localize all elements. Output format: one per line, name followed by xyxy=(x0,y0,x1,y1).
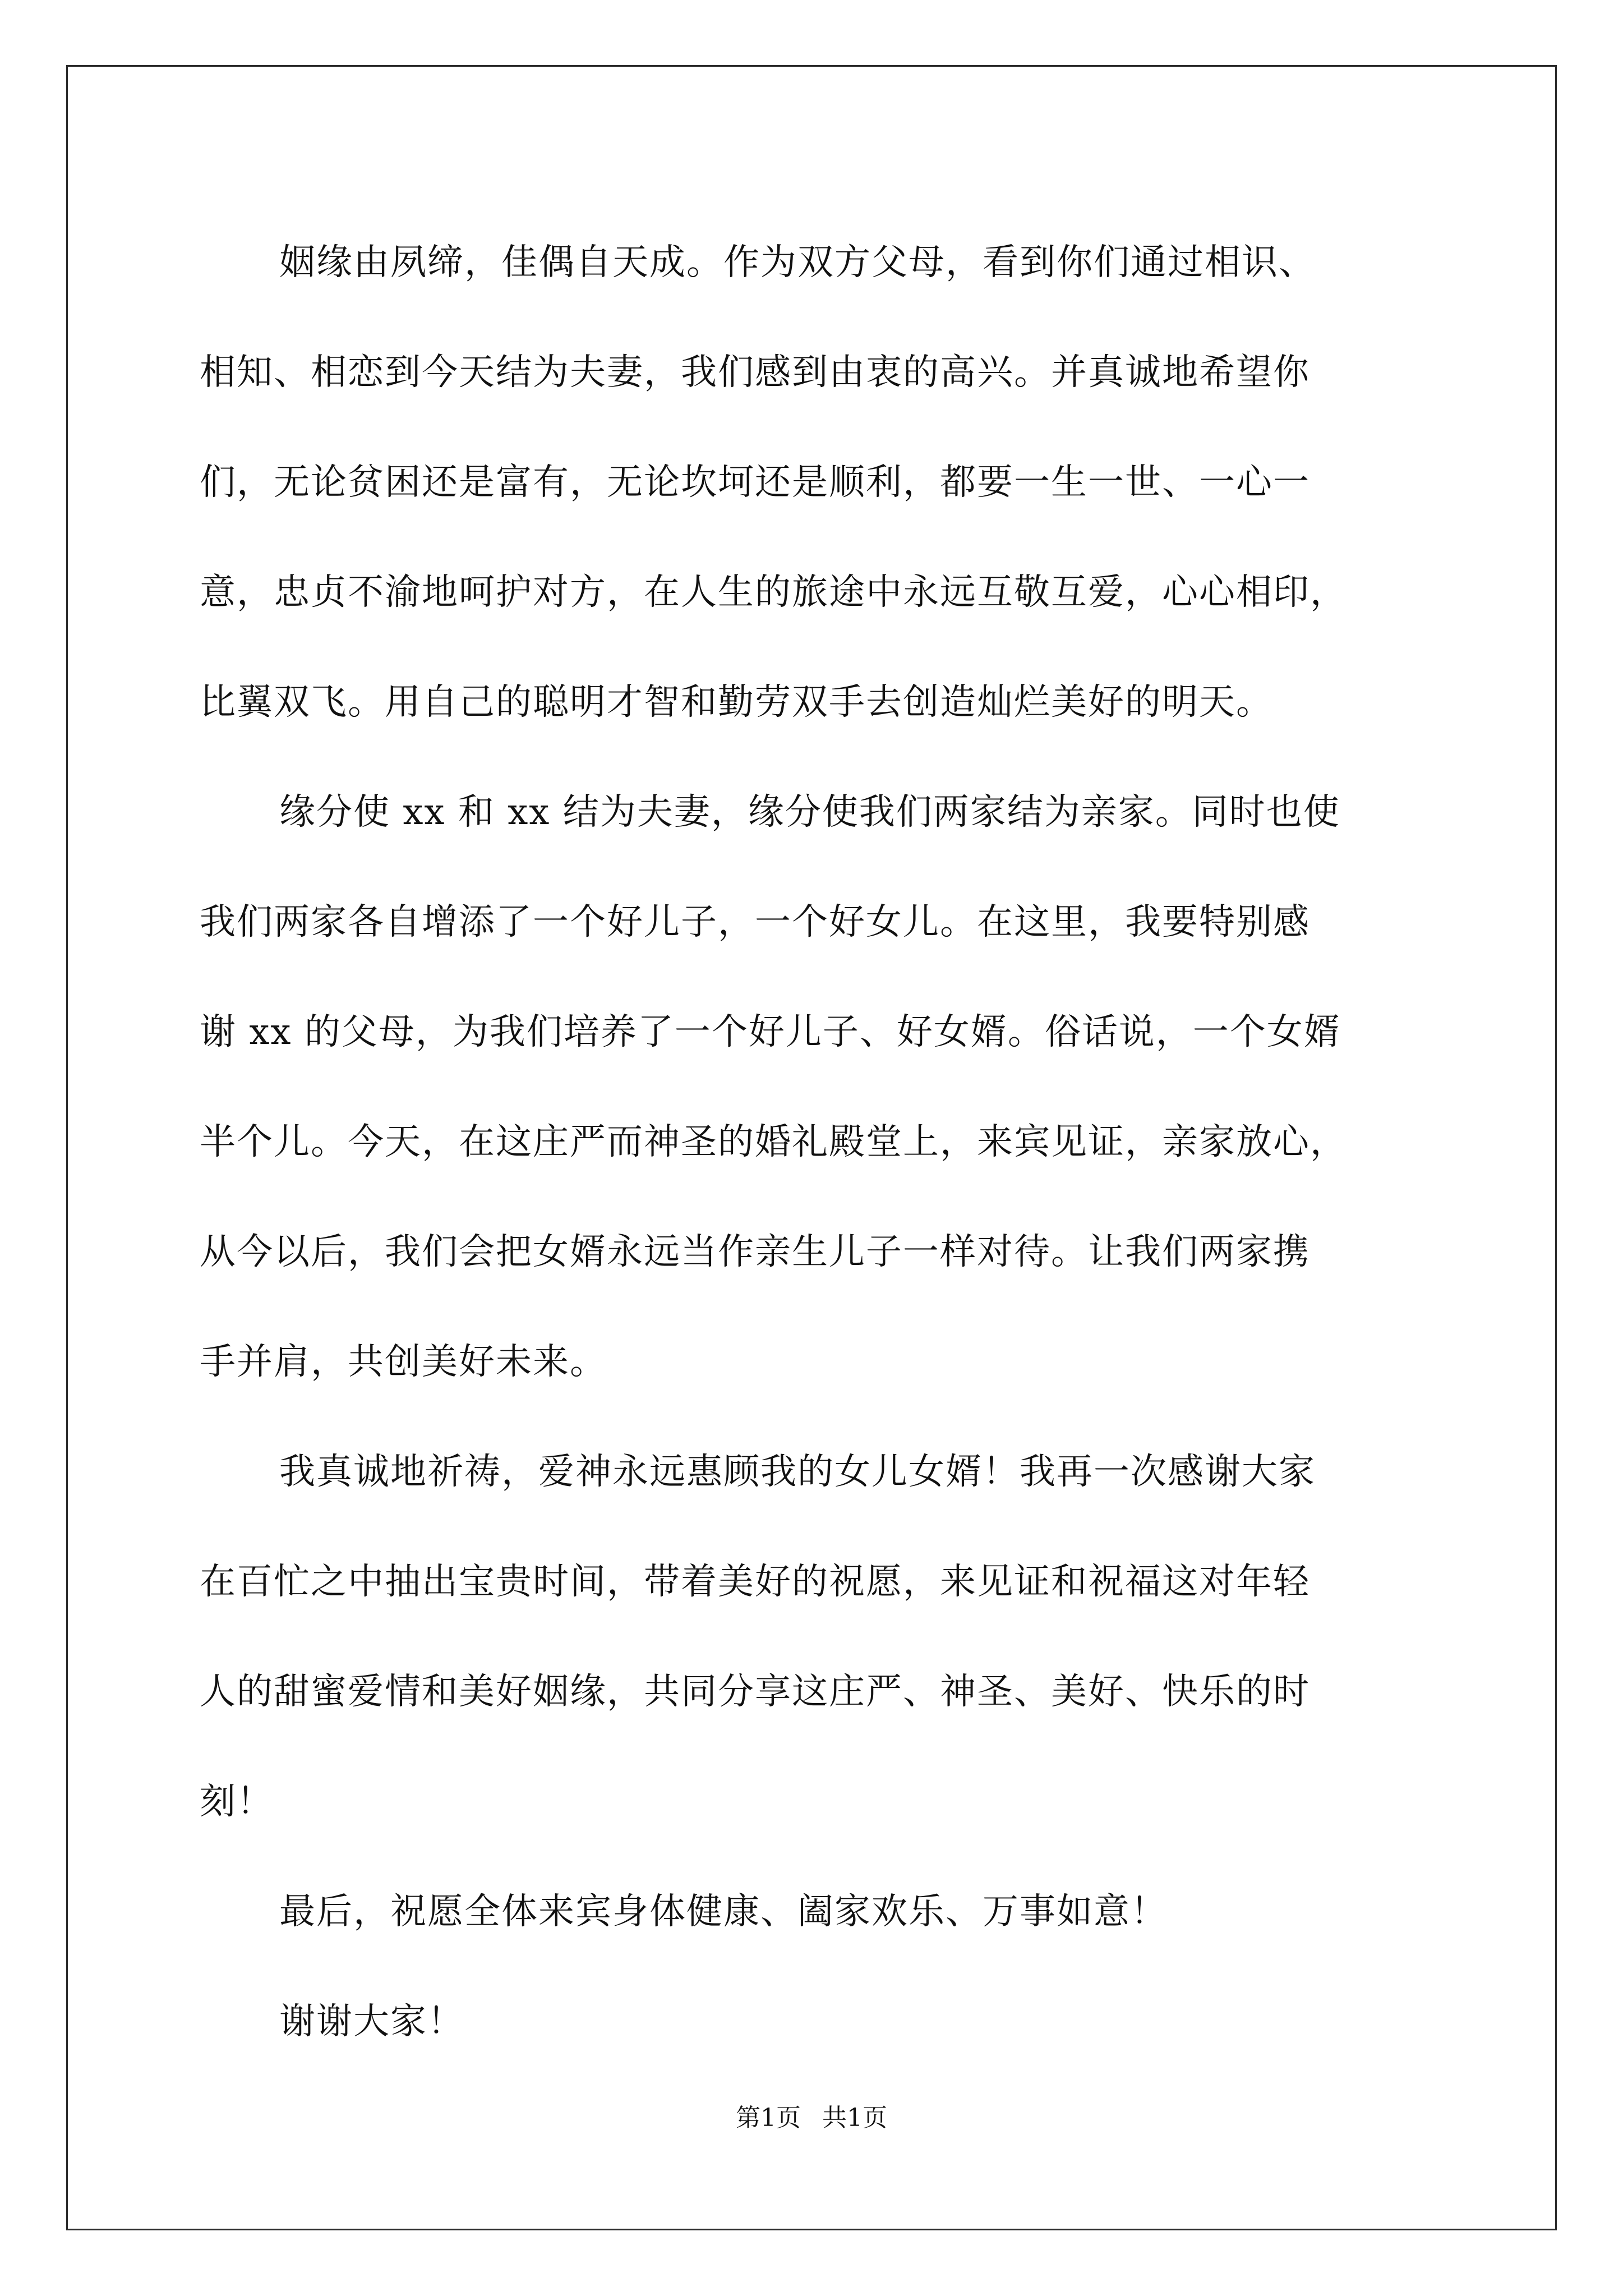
paragraph: 缘分使 xx 和 xx 结为夫妻，缘分使我们两家结为亲家。同时也使 我们两家各自增添了一个好儿子，一个好女儿。在这里，我要特别感 谢 xx 的父母，为我们培养了一个好儿子、好女婿。俗话说，一个女婿 半个儿。今天，在这庄严而神圣的婚礼殿堂上，来宾见证，亲家放心， 从今以后，我们会把女婿永远当作亲生儿子一样对待。让我们两家携 手并肩，共创美好未来。 xyxy=(200,792,1347,1383)
paragraph: 姻缘由夙缔，佳偶自天成。作为双方父母，看到你们通过相识、 相知、相恋到今天结为夫妻，我们感到由衷的高兴。并真诚地希望你 们，无论贫困还是富有，无论坎坷还是顺利，都要一生一世、一心一 意，忠贞不渝地呵护对方，在人生的旅途中永远互敬互爱，心心相印， 比翼双飞。用自己的聪明才智和勤劳双手去创造灿烂美好的明天。 xyxy=(200,242,1347,723)
document-body xyxy=(200,208,1428,2077)
page-footer: 第1页 共1页 xyxy=(736,2104,887,2132)
paragraph: 谢谢大家！ xyxy=(279,2001,464,2042)
paragraph: 我真诚地祈祷，爱神永远惠顾我的女儿女婿！我再一次感谢大家 在百忙之中抽出宝贵时间，带着美好的祝愿，来见证和祝福这对年轻 人的甜蜜爱情和美好姻缘，共同分享这庄严、神圣、美好、快乐的时 刻！ xyxy=(200,1451,1316,1823)
paragraph: 最后，祝愿全体来宾身体健康、阖家欢乐、万事如意！ xyxy=(279,1891,1168,1932)
